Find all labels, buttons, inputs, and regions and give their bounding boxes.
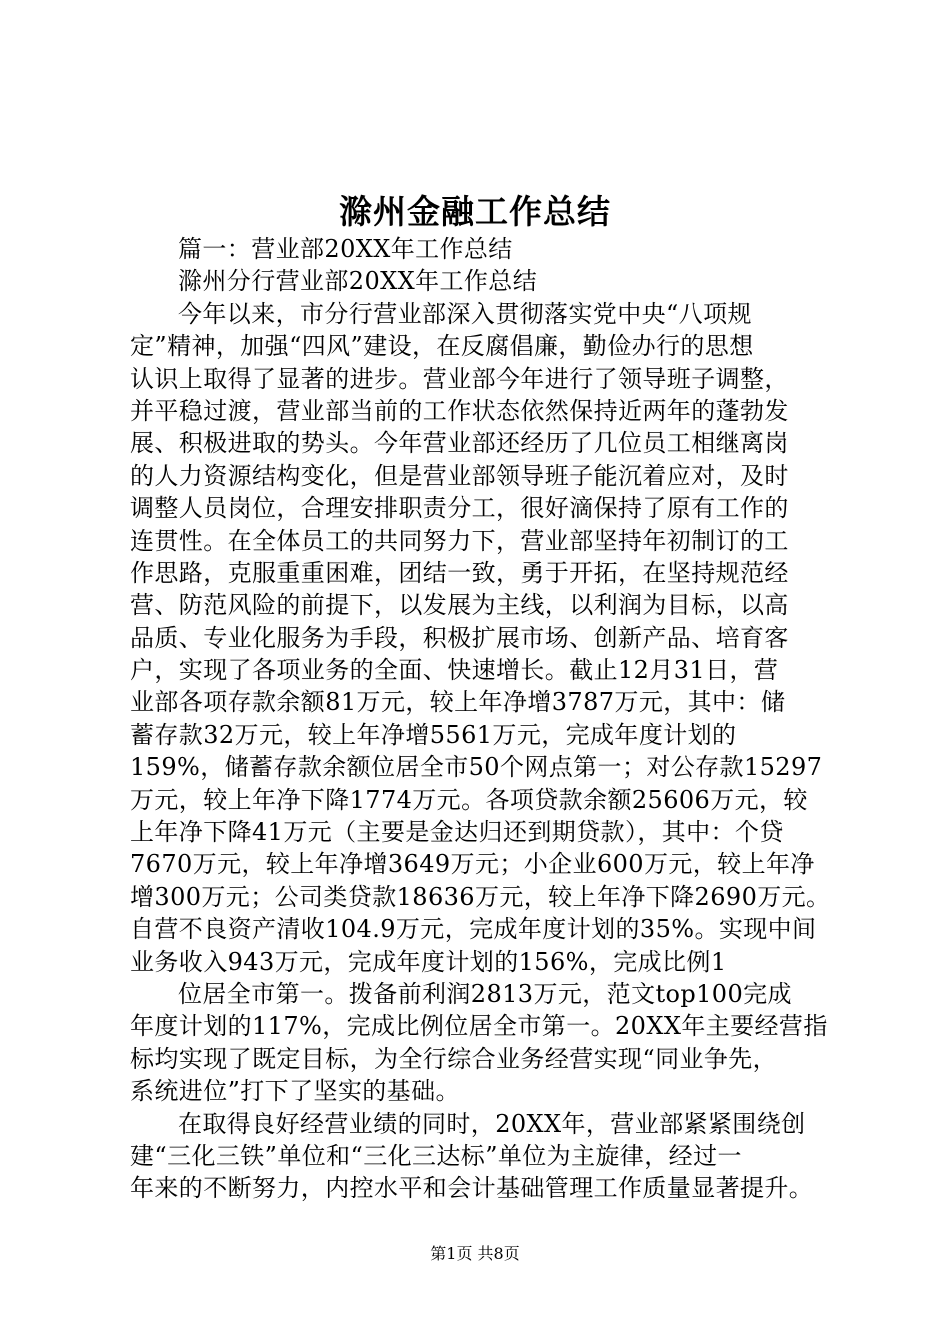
paragraph-line: 标均实现了既定目标，为全行综合业务经营实现“同业争先，: [130, 1044, 778, 1073]
paragraph-line: 年来的不断努力，内控水平和会计基础管理工作质量显著提升。: [130, 1174, 814, 1203]
paragraph-line: 连贯性。在全体员工的共同努力下，营业部坚持年初制订的工: [130, 526, 789, 555]
sub-heading: 滁州分行营业部20XX年工作总结: [178, 267, 538, 296]
paragraph-line: 定”精神，加强“四风”建设，在反腐倡廉，勤俭办行的思想: [130, 332, 754, 361]
paragraph-line: 营、防范风险的前提下，以发展为主线，以利润为目标，以高: [130, 591, 789, 620]
paragraph-line: 自营不良资产清收104.9万元，完成年度计划的35%。实现中间: [130, 915, 817, 944]
paragraph-line: 7670万元，较上年净增3649万元；小企业600万元，较上年净: [130, 850, 815, 879]
document-title: 滁州金融工作总结: [339, 192, 611, 231]
paragraph-line: 并平稳过渡，营业部当前的工作状态依然保持近两年的蓬勃发: [130, 396, 789, 425]
paragraph-line: 调整人员岗位，合理安排职责分工，很好滴保持了原有工作的: [130, 494, 789, 523]
paragraph-line: 认识上取得了显著的进步。营业部今年进行了领导班子调整，: [130, 364, 789, 393]
section-heading: 篇一：营业部20XX年工作总结: [178, 235, 513, 263]
paragraph-line: 万元，较上年净下降1774万元。各项贷款余额25606万元，较: [130, 785, 808, 814]
paragraph-line: 户，实现了各项业务的全面、快速增长。截止12月31日，营: [130, 656, 779, 685]
document-body: [130, 233, 836, 1205]
paragraph-line: 在取得良好经营业绩的同时，20XX年，营业部紧紧围绕创: [178, 1109, 806, 1138]
paragraph-line: 建“三化三铁”单位和“三化三达标”单位为主旋律，经过一: [130, 1141, 742, 1170]
paragraph-line: 增300万元；公司类贷款18636万元，较上年净下降2690万元。: [130, 882, 831, 911]
paragraph-line: 系统进位”打下了坚实的基础。: [130, 1077, 460, 1106]
paragraph-line: 上年净下降41万元（主要是金达归还到期贷款），其中：个贷: [130, 818, 784, 847]
paragraph-line: 蓄存款32万元，较上年净增5561万元，完成年度计划的: [130, 720, 737, 749]
paragraph-line: 作思路，克服重重困难，团结一致，勇于开拓，在坚持规范经: [130, 558, 789, 587]
paragraph-line: 位居全市第一。拨备前利润2813万元，范文top100完成: [178, 979, 792, 1008]
paragraph-line: 今年以来，市分行营业部深入贯彻落实党中央“八项规: [178, 299, 752, 328]
paragraph-line: 业部各项存款余额81万元，较上年净增3787万元，其中：储: [130, 688, 786, 717]
page-number-footer: 第1页 共8页: [430, 1244, 520, 1263]
paragraph-line: 159%，储蓄存款余额位居全市50个网点第一；对公存款15297: [130, 753, 823, 782]
paragraph-line: 年度计划的117%，完成比例位居全市第一。20XX年主要经营指: [130, 1012, 828, 1041]
paragraph-line: 展、积极进取的势头。今年营业部还经历了几位员工相继离岗: [130, 429, 789, 458]
paragraph-line: 的人力资源结构变化，但是营业部领导班子能沉着应对，及时: [130, 461, 789, 490]
paragraph-line: 品质、专业化服务为手段，积极扩展市场、创新产品、培育客: [130, 623, 789, 652]
paragraph-line: 业务收入943万元，完成年度计划的156%，完成比例1: [130, 947, 727, 976]
